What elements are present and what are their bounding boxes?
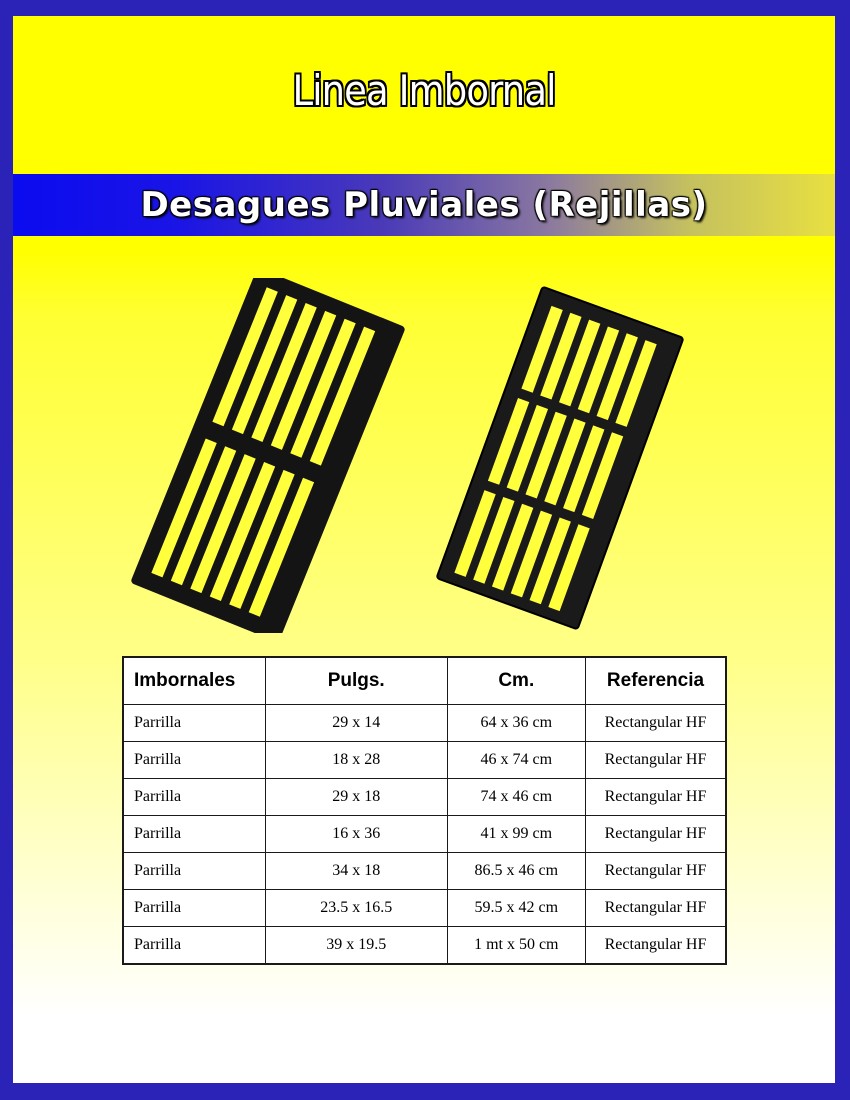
- cell-pulgs: 29 x 14: [265, 705, 447, 742]
- cell-cm: 74 x 46 cm: [447, 779, 585, 816]
- cell-pulgs: 23.5 x 16.5: [265, 890, 447, 927]
- table-row: [123, 779, 726, 816]
- cell-pulgs: 34 x 18: [265, 853, 447, 890]
- table-row: [123, 890, 726, 927]
- spec-table: [122, 656, 727, 965]
- cell-cm: 64 x 36 cm: [447, 705, 585, 742]
- cell-referencia: Rectangular HF: [586, 779, 727, 816]
- brochure-page: [13, 16, 835, 1083]
- table-header-row: [123, 657, 726, 705]
- cell-pulgs: 29 x 18: [265, 779, 447, 816]
- cell-cm: 86.5 x 46 cm: [447, 853, 585, 890]
- table-row: [123, 742, 726, 779]
- header-imbornales: Imbornales: [123, 657, 265, 705]
- cell-imbornal: Parrilla: [123, 853, 265, 890]
- cell-cm: 41 x 99 cm: [447, 816, 585, 853]
- cell-pulgs: 16 x 36: [265, 816, 447, 853]
- cell-imbornal: Parrilla: [123, 927, 265, 965]
- cell-referencia: Rectangular HF: [586, 742, 727, 779]
- cell-referencia: Rectangular HF: [586, 853, 727, 890]
- cell-imbornal: Parrilla: [123, 890, 265, 927]
- cell-imbornal: Parrilla: [123, 816, 265, 853]
- cell-cm: 59.5 x 42 cm: [447, 890, 585, 927]
- grate-photo-right: [428, 286, 693, 631]
- cell-referencia: Rectangular HF: [586, 705, 727, 742]
- cell-cm: 1 mt x 50 cm: [447, 927, 585, 965]
- table-row: [123, 705, 726, 742]
- cell-imbornal: Parrilla: [123, 705, 265, 742]
- header-referencia: Referencia: [586, 657, 727, 705]
- cell-imbornal: Parrilla: [123, 742, 265, 779]
- grate-photo-left: [123, 278, 413, 633]
- table-row: [123, 853, 726, 890]
- header-cm: Cm.: [447, 657, 585, 705]
- cell-referencia: Rectangular HF: [586, 890, 727, 927]
- cell-pulgs: 39 x 19.5: [265, 927, 447, 965]
- cell-pulgs: 18 x 28: [265, 742, 447, 779]
- section-banner: [13, 174, 835, 236]
- cell-referencia: Rectangular HF: [586, 927, 727, 965]
- section-banner-title: Desagues Pluviales (Rejillas): [140, 185, 708, 225]
- table-row: [123, 816, 726, 853]
- table-row: [123, 927, 726, 965]
- header-pulgs: Pulgs.: [265, 657, 447, 705]
- page-title: Linea Imbornal: [292, 66, 556, 115]
- cell-referencia: Rectangular HF: [586, 816, 727, 853]
- cell-imbornal: Parrilla: [123, 779, 265, 816]
- cell-cm: 46 x 74 cm: [447, 742, 585, 779]
